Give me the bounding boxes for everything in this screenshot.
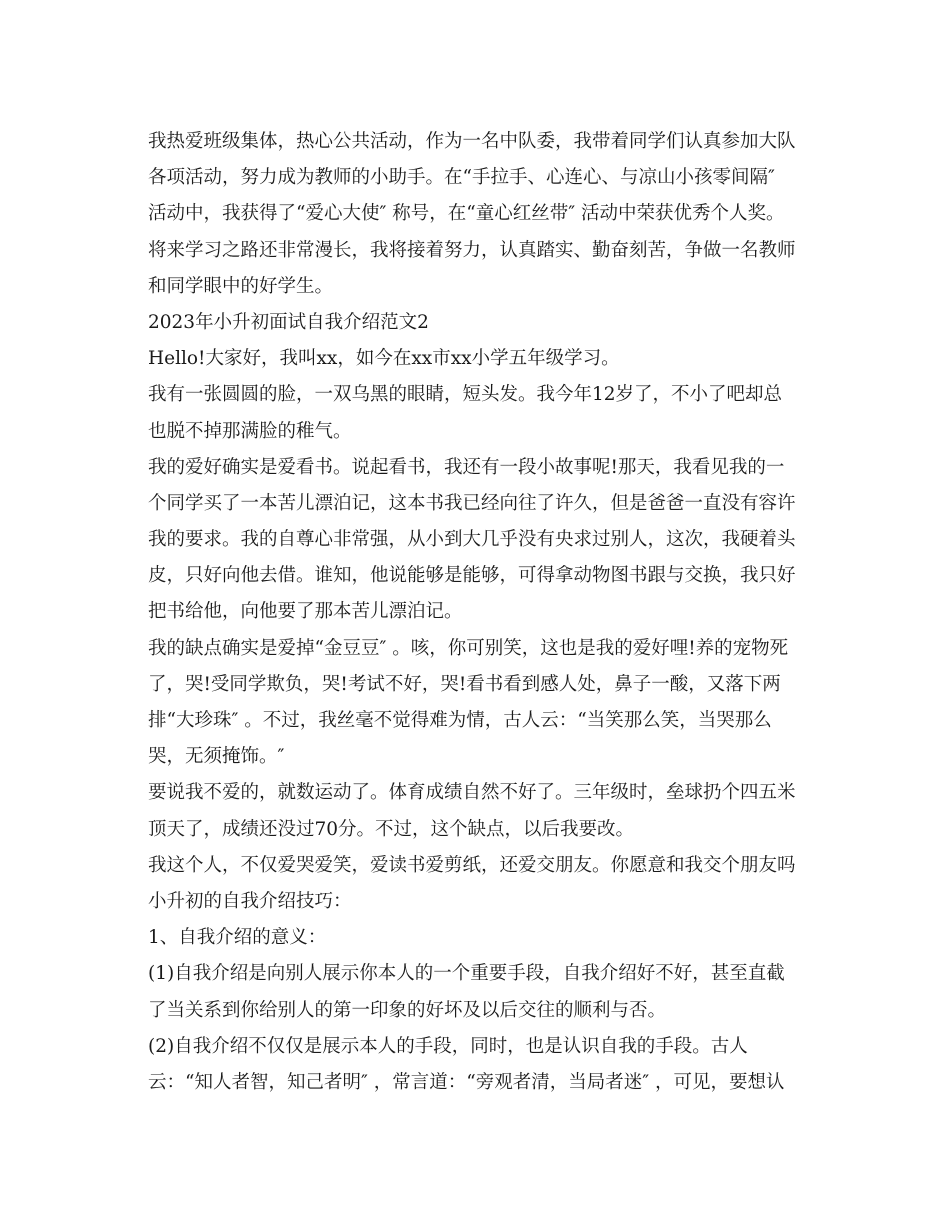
- text-line: 我这个人，不仅爱哭爱笑，爱读书爱剪纸，还爱交朋友。你愿意和我交个朋友吗: [148, 854, 796, 876]
- text-line: Hello!大家好，我叫xx，如今在xx市xx小学五年级学习。: [148, 348, 620, 370]
- text-line: 我有一张圆圆的脸，一双乌黑的眼睛，短头发。我今年12岁了，不小了吧却总: [148, 384, 783, 406]
- text-line: 1、自我介绍的意义：: [148, 927, 327, 949]
- section-heading: 2023年小升初面试自我介绍范文2: [148, 311, 429, 333]
- text-line: 云：“知人者智，知己者明″ ，常言道：“旁观者清，当局者迷″ ，可见，要想认: [148, 1071, 785, 1093]
- text-line: 小升初的自我介绍技巧：: [148, 890, 352, 912]
- text-line: 皮，只好向他去借。谁知，他说能够是能够，可得拿动物图书跟与交换，我只好: [148, 565, 796, 587]
- text-line: 把书给他，向他要了那本苦儿漂泊记。: [148, 601, 463, 623]
- text-line: 我的缺点确实是爱掉“金豆豆″ 。咳，你可别笑，这也是我的爱好哩!养的宠物死: [148, 637, 789, 659]
- document-body: [148, 124, 808, 1101]
- text-line: 了当关系到你给别人的第一印象的好坏及以后交往的顺利与否。: [148, 999, 667, 1021]
- text-line: 哭，无须掩饰。″: [148, 746, 285, 768]
- text-line: 活动中，我获得了“爱心大使″ 称号，在“童心红丝带″ 活动中荣获优秀个人奖。: [148, 203, 785, 225]
- text-line: 顶天了，成绩还没过70分。不过，这个缺点，以后我要改。: [148, 818, 635, 840]
- text-line: 排“大珍珠″ 。不过，我丝毫不觉得难为情，古人云：“当笑那么笑，当哭那么: [148, 710, 772, 731]
- text-line: 了，哭!受同学欺负，哭!考试不好，哭!看书看到感人处，鼻子一酸，又落下两: [148, 673, 781, 695]
- text-line: 我的爱好确实是爱看书。说起看书，我还有一段小故事呢!那天，我看见我的一: [148, 456, 785, 478]
- text-line: 各项活动，努力成为教师的小助手。在“手拉手、心连心、与凉山小孩零间隔″: [148, 167, 775, 189]
- text-line: 也脱不掉那满脸的稚气。: [148, 420, 352, 442]
- text-line: 要说我不爱的，就数运动了。体育成绩自然不好了。三年级时，垒球扔个四五米: [148, 782, 796, 804]
- text-line: 和同学眼中的好学生。: [148, 275, 334, 297]
- text-line: (2)自我介绍不仅仅是展示本人的手段，同时，也是认识自我的手段。古人: [148, 1035, 748, 1057]
- text-line: 我热爱班级集体，热心公共活动，作为一名中队委，我带着同学们认真参加大队: [148, 131, 796, 152]
- text-line: 个同学买了一本苦儿漂泊记，这本书我已经向往了许久，但是爸爸一直没有容许: [148, 492, 796, 514]
- text-line: 将来学习之路还非常漫长，我将接着努力，认真踏实、勤奋刻苦，争做一名教师: [148, 239, 796, 261]
- text-line: 我的要求。我的自尊心非常强，从小到大几乎没有央求过别人，这次，我硬着头: [148, 529, 796, 551]
- text-line: (1)自我介绍是向别人展示你本人的一个重要手段，自我介绍好不好，甚至直截: [148, 963, 785, 985]
